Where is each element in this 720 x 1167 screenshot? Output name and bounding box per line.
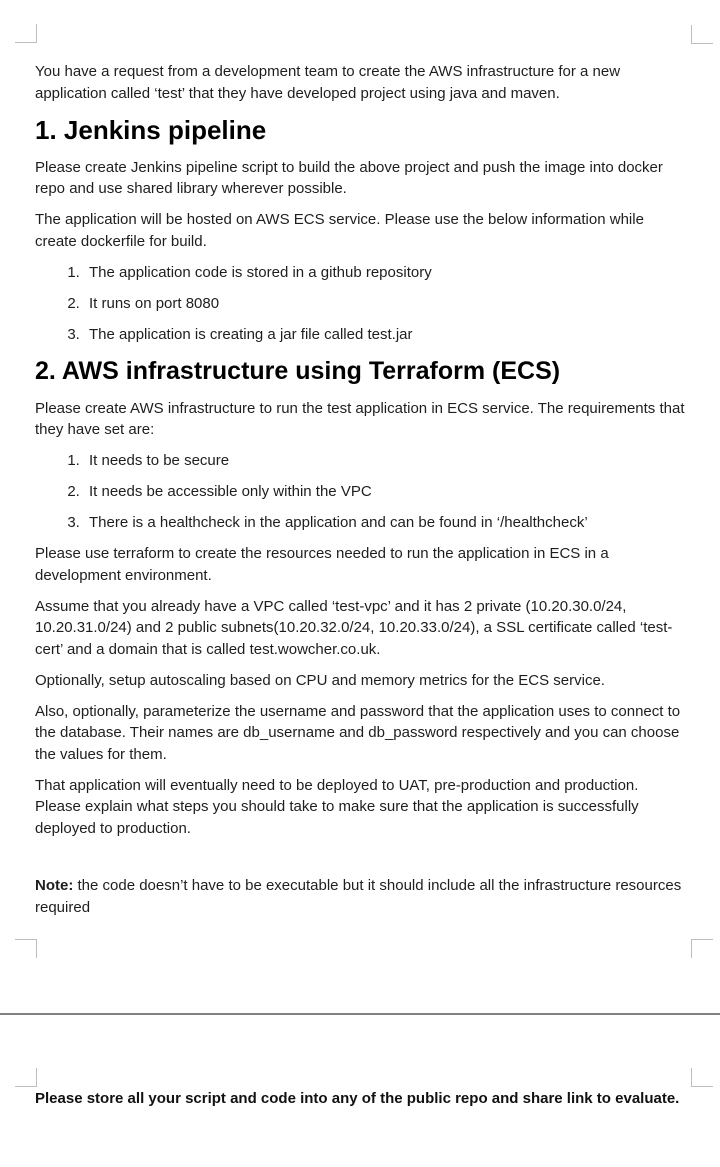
- section-2-paragraph-4: Optionally, setup autoscaling based on CPU and memory metrics for the ECS service.: [35, 671, 605, 689]
- section-2-paragraph-3: Assume that you already have a VPC called ‘test-vpc’ and it has 2 private (10.20.30.0/24, 10.20.31.0/24) and 2 public subnets(10.20.32.0/24, 10.20.33.0/24), a SSL certificate called ‘test-cert’ and a domain that is called test.wowcher.co.uk.: [35, 597, 673, 658]
- section-1-numbered-list: [35, 262, 686, 346]
- section-2-paragraph-6: That application will eventually need to be deployed to UAT, pre-production and production. Please explain what steps you should take to make sure that the application is successfully deployed to production.: [35, 776, 639, 837]
- section-2-paragraph-2: Please use terraform to create the resources needed to run the application in ECS in a development environment.: [35, 545, 609, 584]
- section-2-numbered-list: [35, 450, 686, 534]
- list-item: 2. It runs on port 8080: [84, 293, 686, 315]
- page-break-divider: [0, 1013, 720, 1015]
- note-paragraph: [35, 875, 686, 918]
- page-corner-mark-bottom-left: [15, 939, 37, 958]
- list-item: 2. It needs be accessible only within the VPC: [84, 481, 686, 503]
- page-corner-mark-top-left: [15, 24, 37, 43]
- section-2-heading: 2. AWS infrastructure using Terraform (ECS): [35, 357, 561, 385]
- list-item: 3. There is a healthcheck in the application and can be found in ‘/healthcheck’: [84, 512, 686, 534]
- list-item: 3. The application is creating a jar file called test.jar: [84, 324, 686, 346]
- page-2-corner-mark-top-left: [15, 1068, 37, 1087]
- page-corner-mark-top-right: [691, 25, 713, 44]
- note-label: Note:: [35, 877, 74, 894]
- section-1-heading: 1. Jenkins pipeline: [35, 115, 267, 145]
- section-1-paragraph-2: The application will be hosted on AWS ECS service. Please use the below information while create dockerfile for build.: [35, 211, 644, 250]
- section-1-paragraph-1: Please create Jenkins pipeline script to build the above project and push the image into docker repo and use shared library wherever possible.: [35, 158, 663, 197]
- section-2-paragraph-5: Also, optionally, parameterize the username and password that the application uses to connect to the database. Their names are db_username and db_password respectively and you can choose the values for them.: [35, 702, 681, 763]
- note-text: the code doesn’t have to be executable but it should include all the infrastructure resources required: [35, 877, 682, 916]
- list-item: 1. The application code is stored in a github repository: [84, 262, 686, 284]
- page-2-corner-mark-top-right: [691, 1068, 713, 1087]
- page-1-content: [35, 0, 686, 928]
- intro-paragraph: You have a request from a development team to create the AWS infrastructure for a new application called ‘test’ that they have developed project using java and maven.: [35, 63, 621, 102]
- footer-instruction: Please store all your script and code into any of the public repo and share link to evaluate.: [35, 1090, 680, 1107]
- section-2-paragraph-1: Please create AWS infrastructure to run the test application in ECS service. The requirements that they have set are:: [35, 399, 685, 438]
- page-corner-mark-bottom-right: [691, 939, 713, 958]
- list-item: 1. It needs to be secure: [84, 450, 686, 472]
